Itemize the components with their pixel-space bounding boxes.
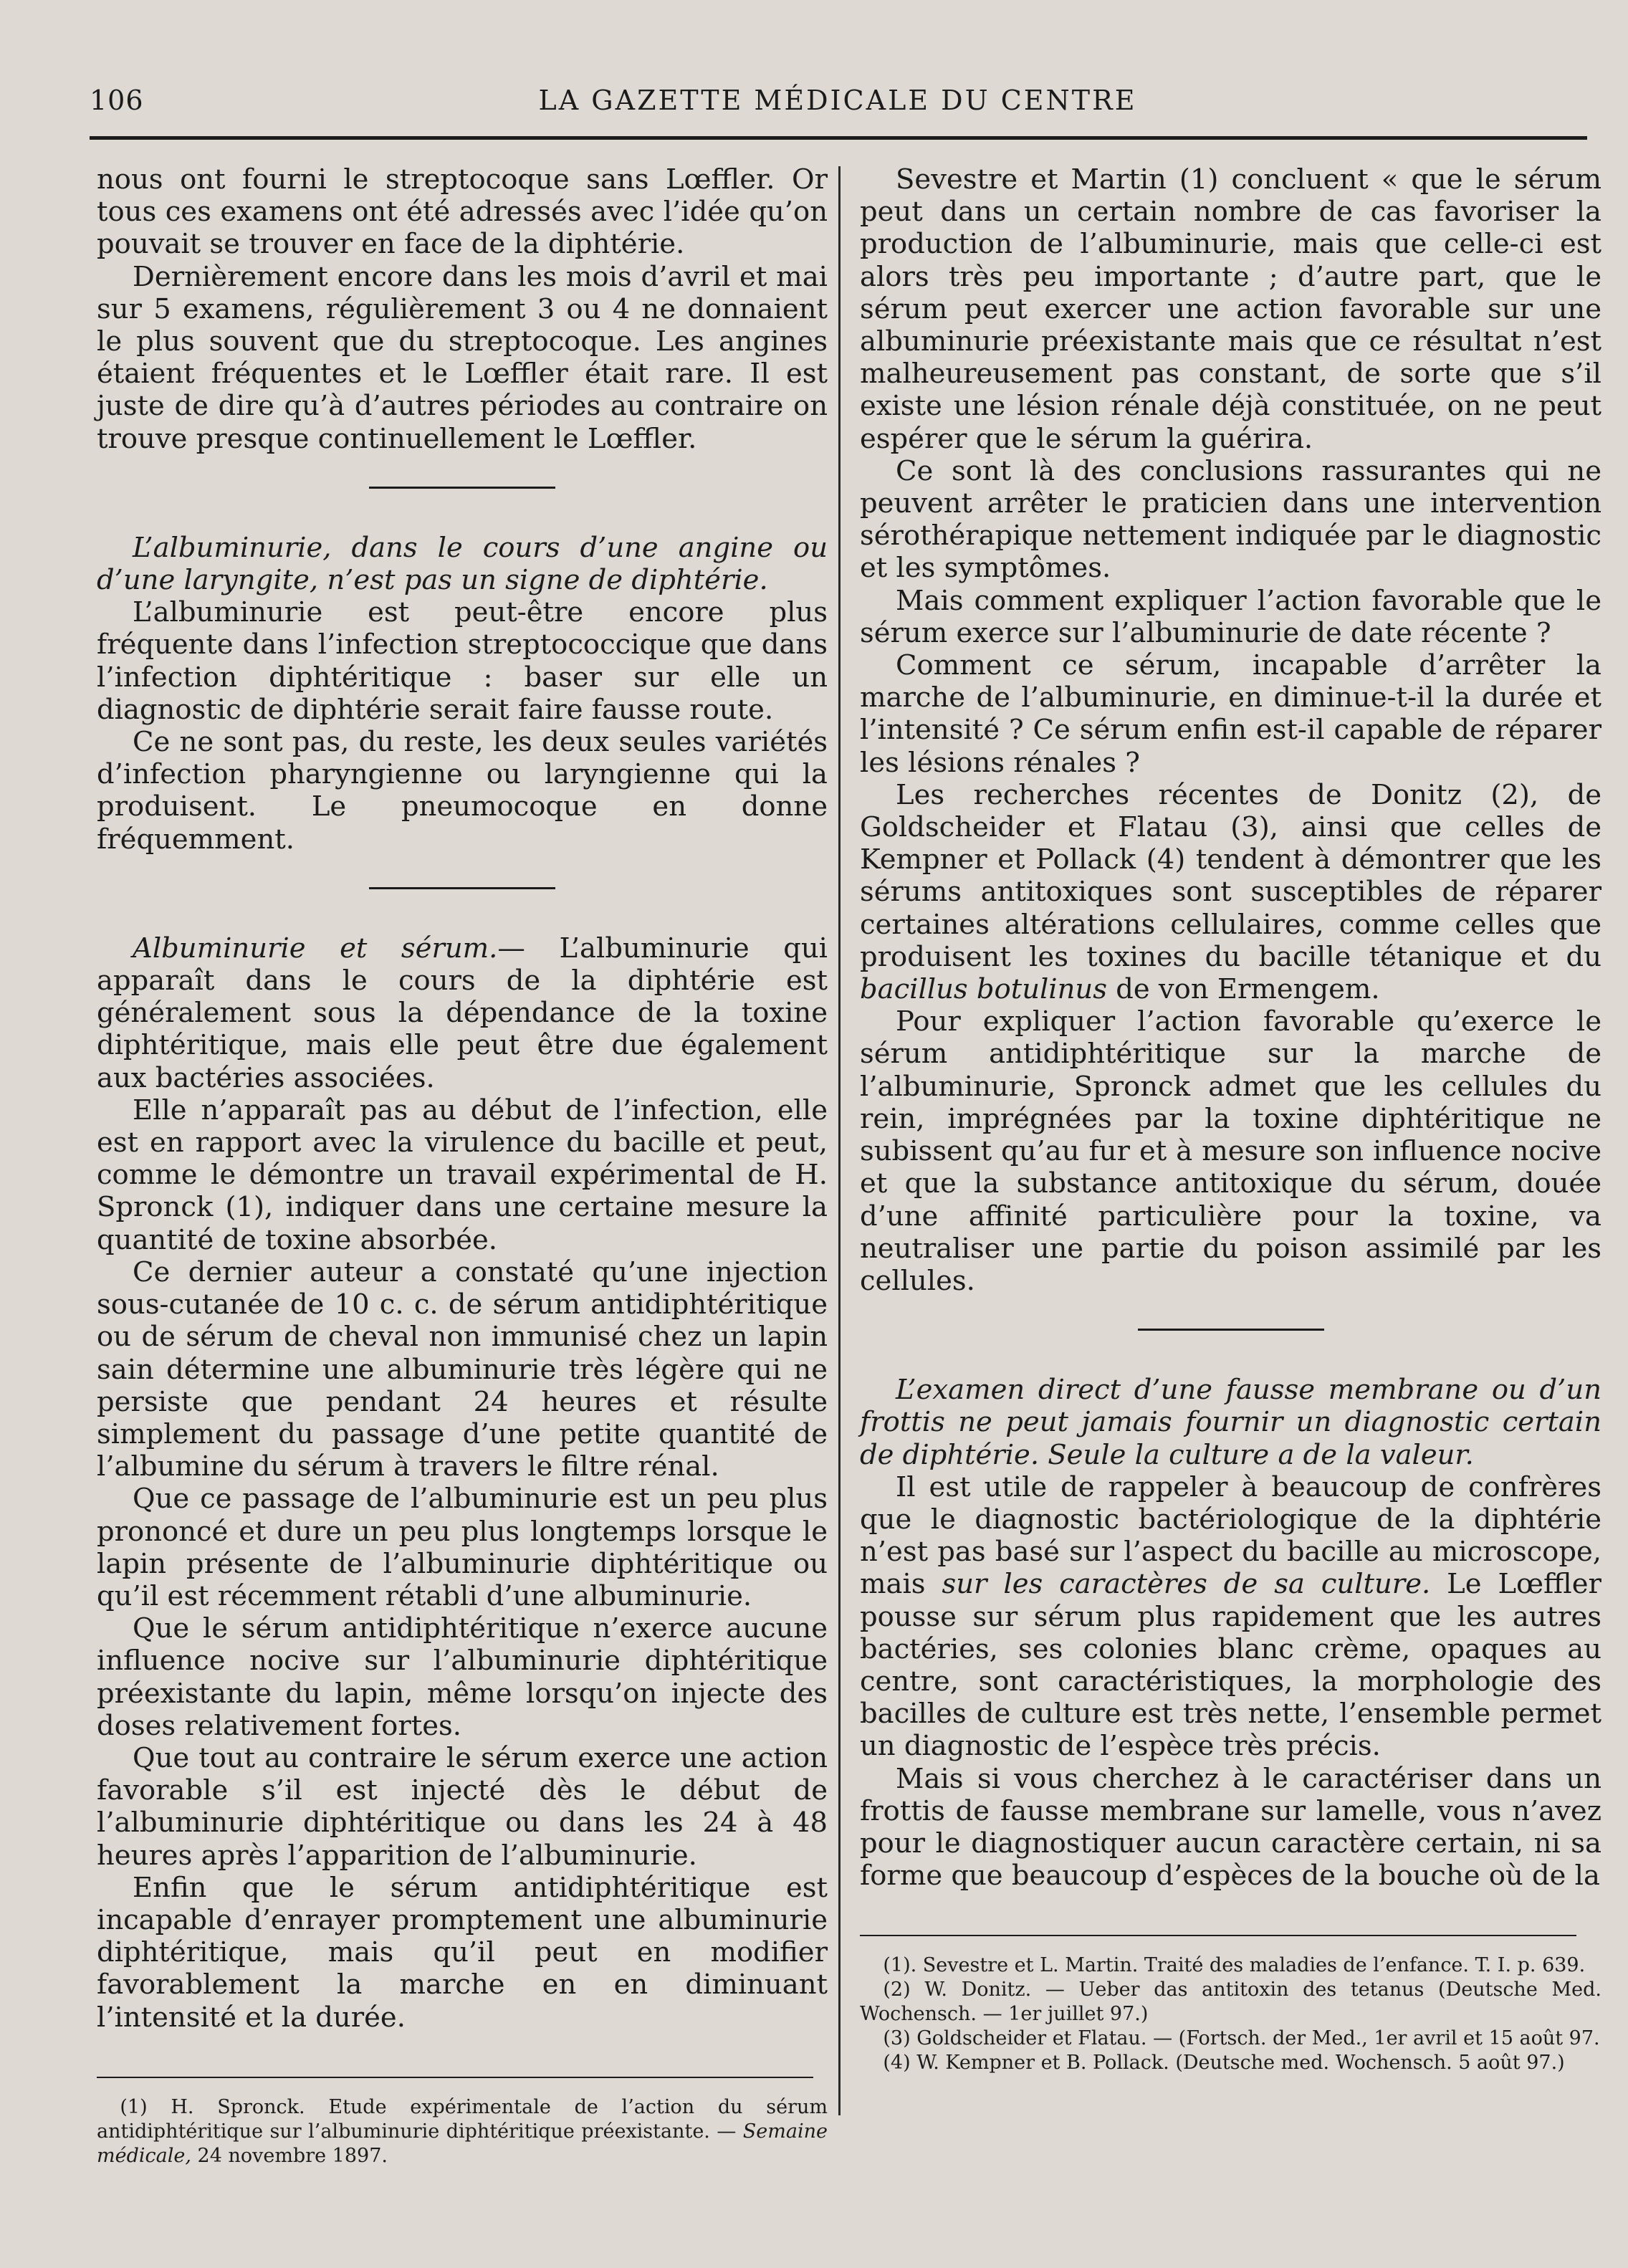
paragraph: Ce ne sont pas, du reste, les deux seules variétés d’infection pharyngienne ou laryngienne qui la produisent. Le pneumocoque en donne fréquemment.: [97, 726, 828, 856]
section-divider: [1138, 1329, 1324, 1331]
column-divider: [838, 166, 841, 2115]
running-title: LA GAZETTE MÉDICALE DU CENTRE: [538, 85, 1137, 116]
paragraph: Sevestre et Martin (1) concluent « que le sérum peut dans un certain nombre de cas favoriser la production de l’albuminurie, mais que celle-ci est alors très peu importante ; d’autre part, que le sérum peut exercer une action favorable sur une albuminurie préexistante mais que ce résultat n’est malheureusement pas constant, de sorte que s’il existe une lésion rénale déjà constituée, on ne peut espérer que le sérum la guérira.: [860, 163, 1601, 455]
paragraph: Comment ce sérum, incapable d’arrêter la marche de l’albuminurie, en diminue-t-il la durée et l’intensité ? Ce sérum enfin est-il capable de réparer les lésions rénales ?: [860, 649, 1601, 779]
footnote-text: (1) H. Spronck. Etude expérimentale de l’action du sérum antidiphtéritique sur l’albuminurie diphtéritique préexistante. —: [97, 2095, 828, 2143]
paragraph: Dernièrement encore dans les mois d’avril et mai sur 5 examens, régulièrement 3 ou 4 ne donnaient le plus souvent que du streptocoque. Les angines étaient fréquentes et le Lœffler était rare. Il est juste de dire qu’à d’autres périodes au contraire on trouve presque continuellement le Lœffler.: [97, 260, 828, 455]
paragraph: Mais si vous cherchez à le caractériser dans un frottis de fausse membrane sur lamelle, vous n’avez pour le diagnostiquer aucun caractère certain, ni sa forme que beaucoup d’espèces de la bouche où de la: [860, 1762, 1601, 1893]
footnote-journal: Semaine médicale,: [97, 2120, 828, 2167]
right-column: [860, 163, 1601, 2075]
paragraph: nous ont fourni le streptocoque sans Lœffler. Or tous ces examens ont été adressés avec l’idée qu’on pouvait se trouver en face de la diphtérie.: [97, 163, 828, 261]
section-headline: L’albuminurie, dans le cours d’une angine ou d’une laryngite, n’est pas un signe de diphtérie.: [97, 531, 828, 597]
paragraph: Ce sont là des conclusions rassurantes qui ne peuvent arrêter le praticien dans une intervention sérothérapique nettement indiquée par le diagnostic et les symptômes.: [860, 454, 1601, 585]
paragraph: [97, 932, 828, 1094]
paragraph: Que tout au contraire le sérum exerce une action favorable s’il est injecté dès le début de l’albuminurie diphtéritique ou dans les 24 à 48 heures après l’apparition de l’albuminurie.: [97, 1741, 828, 1872]
paragraph: L’albuminurie est peut-être encore plus fréquente dans l’infection streptococcique que dans l’infection diphtéritique : baser sur elle un diagnostic de diphtérie serait faire fausse route.: [97, 596, 828, 726]
footnotes: [97, 2095, 828, 2168]
footnote-rule: [860, 1935, 1576, 1936]
section-divider: [369, 487, 555, 489]
page-number: 106: [90, 85, 144, 116]
header-rule: [90, 136, 1587, 140]
section-headline: L’examen direct d’une fausse membrane ou d’un frottis ne peut jamais fournir un diagnostic certain de diphtérie. Seule la culture a de la valeur.: [860, 1374, 1601, 1471]
footnotes: [860, 1953, 1601, 2075]
section-divider: [369, 887, 555, 889]
paragraph-text: Les recherches récentes de Donitz (2), de Goldscheider et Flatau (3), ainsi que celles de Kempner et Pollack (4) tendent à démontrer que les sérums antitoxiques sont susceptibles de réparer certaines altérations cellulaires, comme celles que produisent les toxines du bacille tétanique et du: [860, 778, 1601, 973]
paragraph-text: Il est utile de rappeler à beaucoup de confrères que le diagnostic bactériologique de la diphtérie n’est pas basé sur l’aspect du bacille au microscope, mais: [860, 1470, 1601, 1601]
section-headline: Albuminurie et sérum.: [133, 932, 498, 965]
italic-term: bacillus botulinus: [860, 973, 1107, 1006]
footnote: (3) Goldscheider et Flatau. — (Fortsch. der Med., 1er avril et 15 août 97.: [883, 2027, 1600, 2050]
paragraph-text: — L’albuminurie qui apparaît dans le cours de la diphtérie est généralement sous la dépendance de la toxine diphtéritique, mais elle peut être due également aux bactéries associées.: [97, 932, 828, 1094]
footnote: (4) W. Kempner et B. Pollack. (Deutsche med. Wochensch. 5 août 97.): [883, 2052, 1565, 2075]
italic-phrase: sur les caractères de sa culture.: [942, 1568, 1431, 1601]
page-header: [90, 85, 1586, 128]
paragraph: [860, 779, 1601, 1005]
footnote-rule: [97, 2077, 813, 2078]
paragraph-text: de von Ermengem.: [1116, 973, 1380, 1006]
paragraph: Que ce passage de l’albuminurie est un peu plus prononcé et dure un peu plus longtemps lorsque le lapin présente de l’albuminurie diphtéritique ou qu’il est récemment rétabli d’une albuminurie.: [97, 1483, 828, 1612]
paragraph: Ce dernier auteur a constaté qu’une injection sous-cutanée de 10 c. c. de sérum antidiphtéritique ou de sérum de cheval non immunisé chez un lapin sain détermine une albuminurie très légère qui ne persiste que pendant 24 heures et résulte simplement du passage d’une petite quantité de l’albumine du sérum à travers le filtre rénal.: [97, 1255, 828, 1483]
footnote: [97, 2095, 828, 2168]
paragraph: Que le sérum antidiphtéritique n’exerce aucune influence nocive sur l’albuminurie diphtéritique préexistante du lapin, même lorsqu’on injecte des doses relativement fortes.: [97, 1612, 828, 1742]
paragraph: Elle n’apparaît pas au début de l’infection, elle est en rapport avec la virulence du bacille et peut, comme le démontre un travail expérimental de H. Spronck (1), indiquer dans une certaine mesure la quantité de toxine absorbée.: [97, 1094, 828, 1256]
paragraph: [860, 1471, 1601, 1763]
paragraph: Pour expliquer l’action favorable qu’exerce le sérum antidiphtéritique sur la marche de l’albuminurie, Spronck admet que les cellules du rein, imprégnées par la toxine diphtéritique ne subissent qu’au fur et à mesure son influence nocive et que la substance antitoxique du sérum, douée d’une affinité particulière pour la toxine, va neutraliser une partie du poison assimilé par les cellules.: [860, 1005, 1601, 1297]
paragraph-text: Le Lœffler pousse sur sérum plus rapidement que les autres bactéries, ses colonies blanc crème, opaques au centre, sont caractéristiques, la morphologie des bacilles de culture est très nette, l’ensemble permet un diagnostic de l’espèce très précis.: [860, 1568, 1601, 1763]
footnote-date: 24 novembre 1897.: [197, 2144, 388, 2167]
footnote: (1). Sevestre et L. Martin. Traité des maladies de l’enfance. T. I. p. 639.: [883, 1954, 1586, 1977]
left-column: [97, 163, 828, 2168]
paragraph: Mais comment expliquer l’action favorable que le sérum exerce sur l’albuminurie de date récente ?: [860, 584, 1601, 649]
paragraph: Enfin que le sérum antidiphtéritique est incapable d’enrayer promptement une albuminurie diphtéritique, mais qu’il peut en modifier favorablement la marche en en diminuant l’intensité et la durée.: [97, 1871, 828, 2034]
footnote: (2) W. Donitz. — Ueber das antitoxin des tetanus (Deutsche Med. Wochensch. — 1er juillet 97.): [860, 1978, 1601, 2026]
